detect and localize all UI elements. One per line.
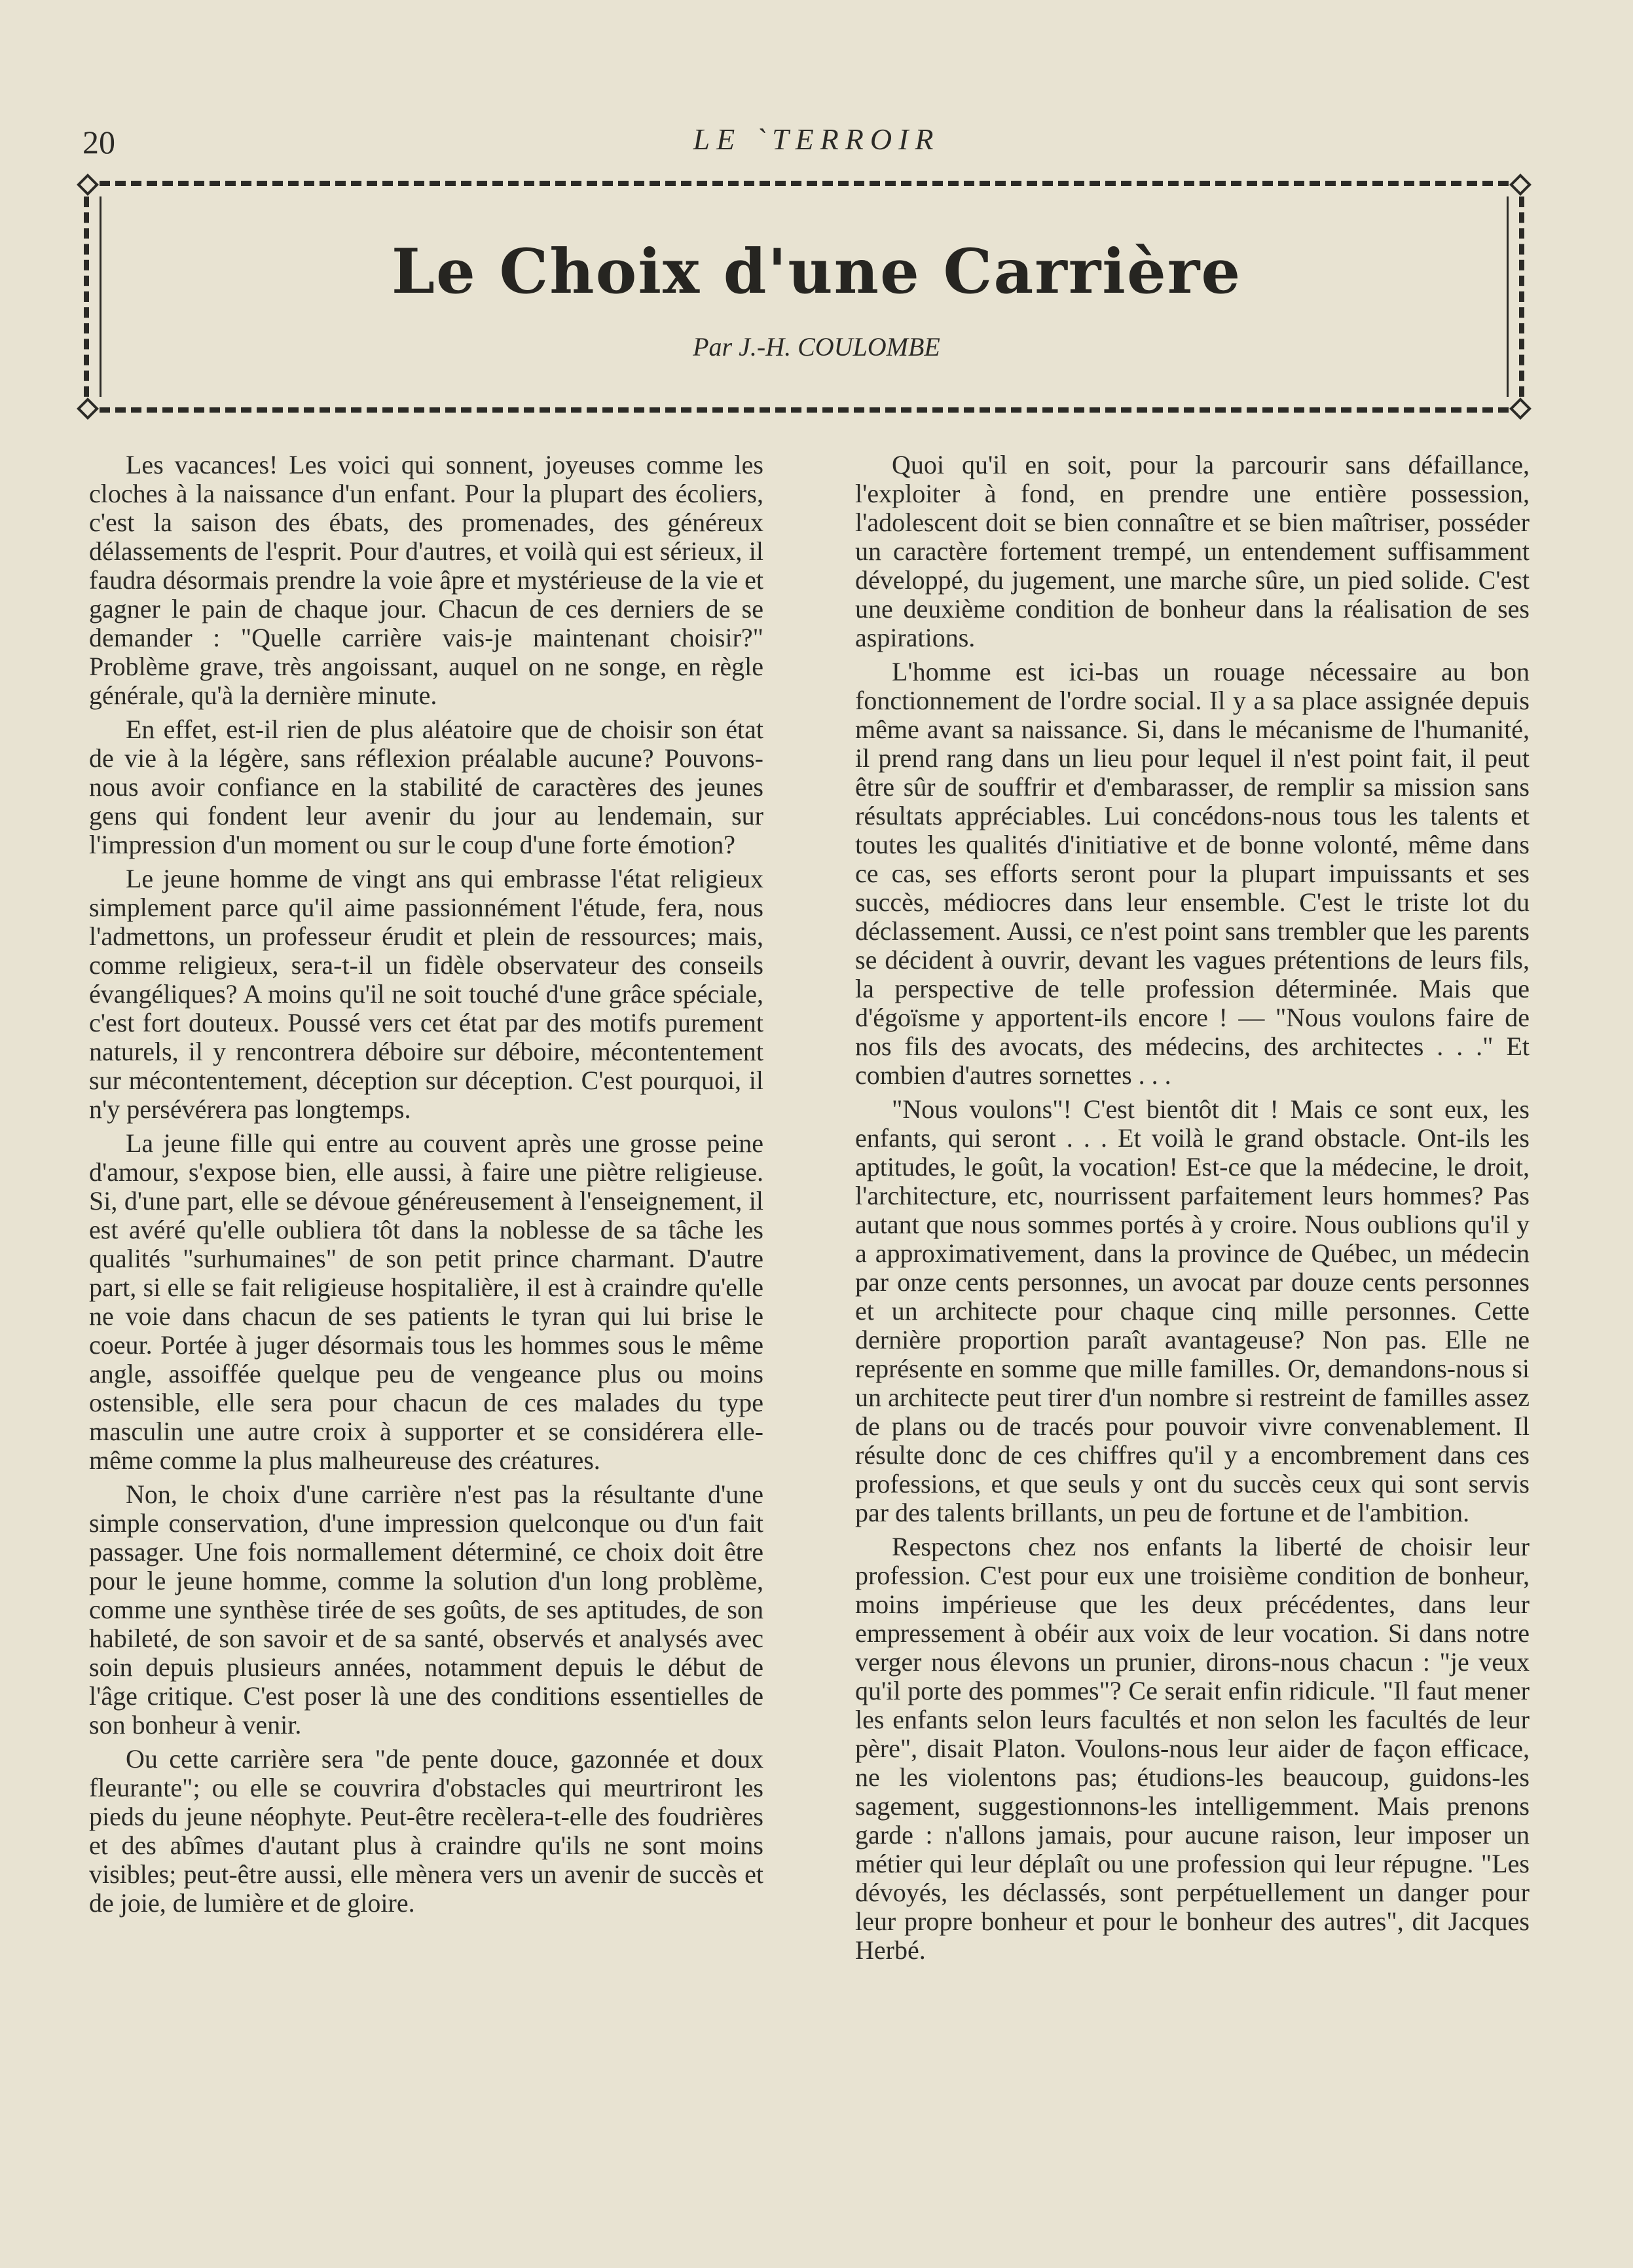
paragraph: Le jeune homme de vingt ans qui embrasse l'état religieux simplement parce qu'il aime passionnément l'étude, fera, nous l'admettons, un professeur érudit et plein de ressources; mais, comme religieux, sera-t-il un fidèle observateur des conseils évangéliques? A moins qu'il ne soit touché d'une grâce spéciale, c'est fort douteux. Poussé vers cet état par des motifs purement naturels, il y rencontrera déboire sur déboire, mécontentement sur mécontentement, déception sur déception. C'est pourquoi, il n'y persévérera pas longtemps. xyxy=(89,864,763,1124)
running-title: LE `TERROIR xyxy=(693,122,940,156)
paragraph: Respectons chez nos enfants la liberté de choisir leur profession. C'est pour eux une troisième condition de bonheur, moins impérieuse que les deux précédentes, dans leur empressement à obéir aux voix de leur vocation. Si dans notre verger nous élevons un prunier, dirons-nous chacun : "je veux qu'il porte des pommes"? Ce serait enfin ridicule. "Il faut mener les enfants selon leurs facultés et non selon les facultés de leur père", disait Platon. Voulons-nous leur aider de façon efficace, ne les violentons pas; étudions-les beaucoup, guidons-les sagement, suggestionnons-les intelligemment. Mais prenons garde : n'allons jamais, pour aucune raison, leur imposer un métier qui leur déplaît ou une profession qui leur répugne. "Les dévoyés, les déclassés, sont perpétuellement un danger pour leur propre bonheur et pour le bonheur des autres", dit Jacques Herbé. xyxy=(855,1532,1530,1965)
corner-ornament-icon xyxy=(77,398,99,420)
paragraph: Ou cette carrière sera "de pente douce, gazonnée et doux fleurante"; ou elle se couvrira d'obstacles qui meurtriront les pieds du jeune néophyte. Peut-être recèlera-t-elle des foudrières et des abîmes d'autant plus à craindre qu'ils ne sont moins visibles; peut-être aussi, elle mènera vers un avenir de succès et de joie, de lumière et de gloire. xyxy=(89,1744,763,1918)
corner-ornament-icon xyxy=(1509,174,1532,196)
article-title: Le Choix d'une Carrière xyxy=(391,236,1242,308)
paragraph: "Nous voulons"! C'est bientôt dit ! Mais ce sont eux, les enfants, qui seront . . . Et voilà le grand obstacle. Ont-ils les aptitudes, le goût, la vocation! Est-ce que la médecine, le droit, l'architecture, etc, nourrissent parfaitement leurs hommes? Pas autant que nous sommes portés à y croire. Nous oublions qu'il y a approximativement, dans la province de Québec, un médecin par onze cents personnes, un avocat par douze cents personnes et un architecte pour chaque cinq mille personnes. Cette dernière proportion paraît avantageuse? Non pas. Elle ne représente en somme que mille familles. Or, demandons-nous si un architecte peut tirer d'un nombre si restreint de familles assez de plans ou de tracés pour pouvoir vivre convenablement. Il résulte donc de ces chiffres qu'il y a encombrement dans ces professions, et que seuls y ont du succès ceux qui sont servis par des talents brillants, un peu de fortune et de l'ambition. xyxy=(855,1094,1530,1527)
right-column xyxy=(855,451,1530,1970)
corner-ornament-icon xyxy=(77,174,99,196)
article-byline: Par J.-H. COULOMBE xyxy=(693,332,940,362)
corner-ornament-icon xyxy=(1509,398,1532,420)
paragraph: Les vacances! Les voici qui sonnent, joyeuses comme les cloches à la naissance d'un enfant. Pour la plupart des écoliers, c'est la saison des ébats, des promenades, des généreux délassements de l'esprit. Pour d'autres, et voilà qui est sérieux, il faudra désormais prendre la voie âpre et mystérieuse de la vie et gagner le pain de chaque jour. Chacun de ces derniers de se demander : "Quelle carrière vais-je maintenant choisir?" Problème grave, très angoissant, auquel on ne songe, en règle générale, qu'à la dernière minute. xyxy=(89,450,763,710)
paragraph: En effet, est-il rien de plus aléatoire que de choisir son état de vie à la légère, sans réflexion préalable aucune? Pouvons-nous avoir confiance en la stabilité de caractères des jeunes gens qui fondent leur avenir du jour au lendemain, sur l'impression d'un moment ou sur le coup d'une forte émotion? xyxy=(89,715,763,859)
paragraph: Quoi qu'il en soit, pour la parcourir sans défaillance, l'exploiter à fond, en prendre une entière possession, l'adolescent doit se bien connaître et se bien maîtriser, posséder un caractère fortement trempé, un entendement suffisamment développé, du jugement, une marche sûre, un pied solide. C'est une deuxième condition de bonheur dans la réalisation de ses aspirations. xyxy=(855,450,1530,652)
paragraph: La jeune fille qui entre au couvent après une grosse peine d'amour, s'expose bien, elle aussi, à faire une piètre religieuse. Si, d'une part, elle se dévoue généreusement à l'enseignement, il est avéré qu'elle oubliera tôt dans la noblesse de sa tâche les qualités "surhumaines" de son petit prince charmant. D'autre part, si elle se fait religieuse hospitalière, il est à craindre qu'elle ne voie dans chacun de ses patients le tyran qui lui brise le coeur. Portée à juger désormais tous les hommes sous le même angle, assoiffée quelque peu de vengeance plus ou moins ostensible, elle sera pour chacun de ces malades du type masculin une autre croix à supporter et se considérera elle-même comme la plus malheureuse des créatures. xyxy=(89,1128,763,1475)
paragraph: L'homme est ici-bas un rouage nécessaire au bon fonctionnement de l'ordre social. Il y a sa place assignée depuis même avant sa naissance. Si, dans le mécanisme de l'humanité, il prend rang dans un lieu pour lequel il n'est point fait, il peut être sûr de souffrir et d'embarasser, de remplir sa mission sans résultats appréciables. Lui concédons-nous tous les talents et toutes les qualités d'initiative et de bonne volonté, même dans ce cas, ses efforts seront pour la plupart impuissants et ses succès, médiocres dans leur ensemble. C'est le triste lot du déclassement. Aussi, ce n'est point sans trembler que les parents se décident à ouvrir, devant les vagues prétentions de leurs fils, la perspective de telle profession déterminée. Mais que d'égoïsme y apportent-ils encore ! — "Nous voulons faire de nos fils des avocats, des médecins, des architectes . . ." Et combien d'autres sornettes . . . xyxy=(855,657,1530,1090)
page-number: 20 xyxy=(83,124,115,160)
left-column xyxy=(89,451,763,1923)
paragraph: Non, le choix d'une carrière n'est pas la résultante d'une simple conservation, d'une impression quelconque ou d'un fait passager. Une fois normallement déterminé, ce choix doit être pour le jeune homme, comme la solution d'un long problème, comme une synthèse tirée de ses goûts, de ses aptitudes, de son habileté, de son savoir et de sa santé, observés et analysés avec soin depuis plusieurs années, notamment depuis le début de l'âge critique. C'est poser là une des conditions essentielles de son bonheur à venir. xyxy=(89,1479,763,1739)
